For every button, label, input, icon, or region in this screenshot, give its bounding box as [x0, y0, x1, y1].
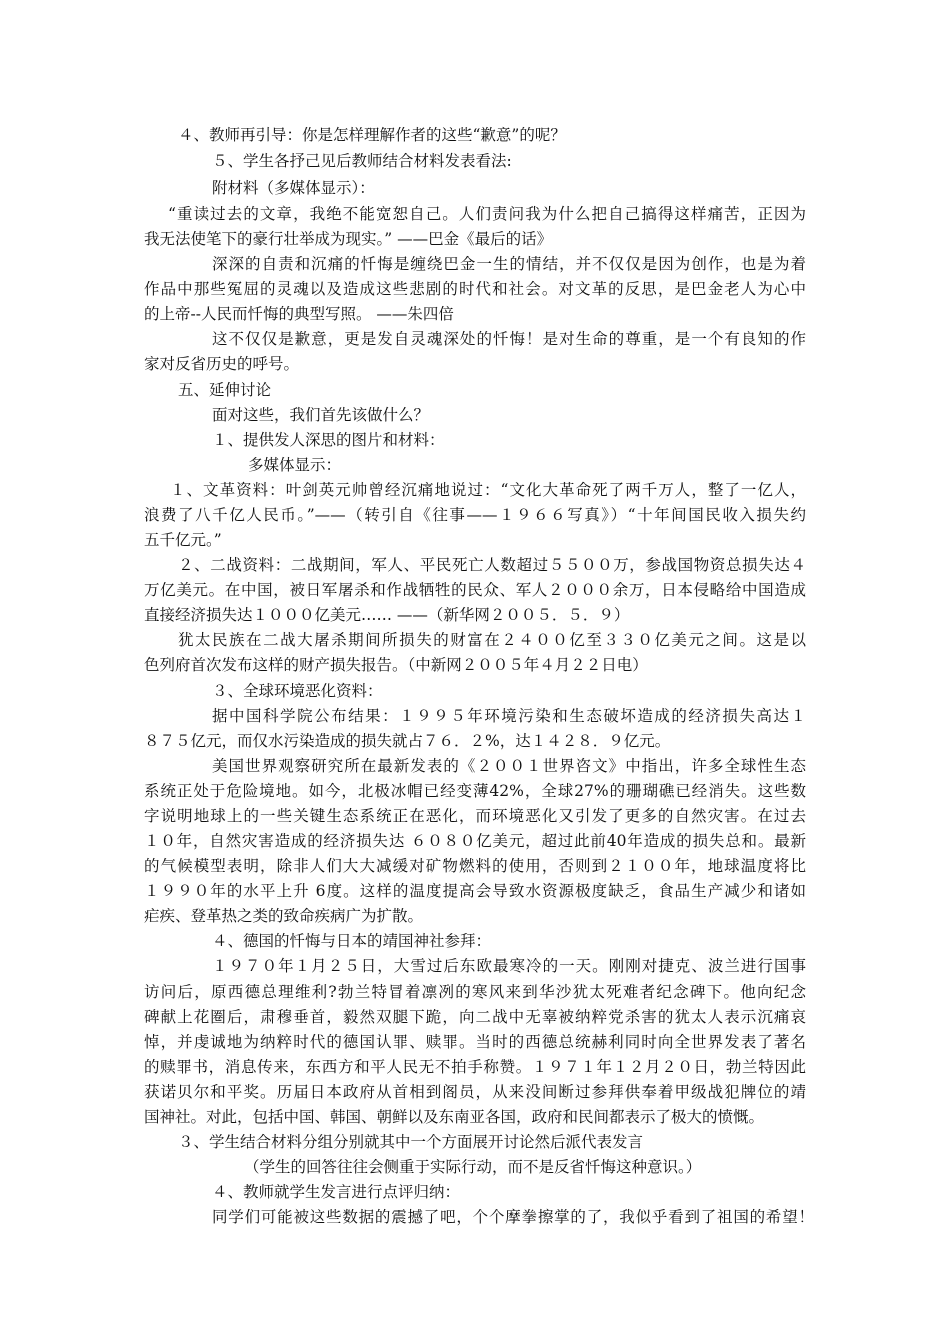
- text-line: ３、全球环境恶化资料：: [212, 682, 383, 700]
- text-line: １、文革资料：叶剑英元帅曾经沉痛地说过：“文化大革命死了两千万人，整了一亿人，: [170, 481, 806, 499]
- text-line: 的气候模型表明，除非人们大大减缓对矿物燃料的使用，否则到２１００年，地球温度将比: [144, 857, 806, 875]
- text-line: 疟疾、登革热之类的致命疾病广为扩散。: [144, 907, 424, 925]
- text-line: １９７０年１月２５日，大雪过后东欧最寒冷的一天。刚刚对捷克、波兰进行国事: [212, 957, 806, 975]
- section-heading: 五、延伸讨论: [178, 381, 272, 399]
- text-line: 访问后，原西德总理维利?勃兰特冒着凛冽的寒风来到华沙犹太死难者纪念碑下。他向纪念: [144, 983, 806, 1001]
- text-line: 深深的自责和沉痛的忏悔是缠绕巴金一生的情结，并不仅仅是因为创作，也是为着: [212, 255, 806, 273]
- text-line: 这不仅仅是歉意，更是发自灵魂深处的忏悔！是对生命的尊重，是一个有良知的作: [212, 330, 806, 348]
- text-line: 国神社。对此，包括中国、韩国、朝鲜以及东南亚各国，政府和民间都表示了极大的愤慨。: [144, 1108, 765, 1126]
- text-line: 家对反省历史的呼号。: [144, 355, 300, 373]
- text-line: 直接经济损失达１０００亿美元…… ——（新华网２００５．５．９）: [144, 606, 630, 624]
- text-line: 色列府首次发布这样的财产损失报告。（中新网２００５年４月２２日电）: [144, 656, 648, 674]
- text-line: １０年，自然灾害造成的经济损失达 ６０８０亿美元，超过此前40年造成的损失总和。最新: [144, 832, 806, 850]
- text-line: 悼，并虔诚地为纳粹时代的德国认罪、赎罪。当时的西德总统赫利同时向全世界发表了著名: [144, 1033, 806, 1051]
- text-line: 美国世界观察研究所在最新发表的《２００１世界咨文》中指出，许多全球性生态: [212, 757, 806, 775]
- text-line: 面对这些，我们首先该做什么？: [212, 406, 430, 424]
- text-line: 附材料（多媒体显示）：: [212, 179, 375, 197]
- text-line: ３、学生结合材料分组分别就其中一个方面展开讨论然后派代表发言: [178, 1133, 644, 1151]
- text-line: １、提供发人深思的图片和材料：: [212, 431, 445, 449]
- text-line: 的上帝--人民而忏悔的典型写照。 ——朱四倍: [144, 305, 454, 323]
- text-line: １９９０年的水平上升 6度。这样的温度提高会导致水资源极度缺乏，食品生产减少和诸如: [144, 882, 806, 900]
- text-line: 犹太民族在二战大屠杀期间所损失的财富在２４００亿至３３０亿美元之间。这是以: [178, 631, 806, 649]
- text-line: 多媒体显示：: [248, 456, 342, 474]
- text-line: 字说明地球上的一些关键生态系统正在恶化，而环境恶化又引发了更多的自然灾害。在过去: [144, 807, 806, 825]
- text-line: 同学们可能被这些数据的震撼了吧，个个摩拳擦掌的了，我似乎看到了祖国的希望！: [212, 1208, 814, 1226]
- text-line: 系统正处于危险境地。如今，北极冰帽已经变薄42%，全球27%的珊瑚礁已经消失。这些数: [144, 782, 806, 800]
- text-line: （学生的回答往往会侧重于实际行动，而不是反省忏悔这种意识。）: [244, 1158, 702, 1176]
- text-line: ４、教师就学生发言进行点评归纳：: [212, 1183, 461, 1201]
- text-line: 据中国科学院公布结果：１９９５年环境污染和生态破坏造成的经济损失高达１: [212, 707, 806, 725]
- text-line: ４、教师再引导：你是怎样理解作者的这些“歉意”的呢？: [178, 126, 566, 144]
- text-line: 万亿美元。在中国，被日军屠杀和作战牺牲的民众、军人２０００余万，日本侵略给中国造成: [144, 581, 806, 599]
- text-line: ５、学生各抒己见后教师结合材料发表看法:: [212, 152, 512, 170]
- text-line: ８７５亿元，而仅水污染造成的损失就占７６．２%，达１４２８．９亿元。: [144, 732, 671, 750]
- text-line: 五千亿元。”: [144, 531, 222, 549]
- text-line: 碑献上花圈后，肃穆垂首，毅然双腿下跪，向二战中无辜被纳粹党杀害的犹太人表示沉痛哀: [144, 1008, 806, 1026]
- text-line: 作品中那些冤屈的灵魂以及造成这些悲剧的时代和社会。对文革的反思，是巴金老人为心中: [144, 280, 806, 298]
- text-line: 浪费了八千亿人民币。”——（转引自《往事——１９６６写真》）“十年间国民收入损失约: [144, 506, 806, 524]
- text-line: “重读过去的文章，我绝不能宽恕自己。人们责问我为什么把自己搞得这样痛苦，正因为: [168, 205, 806, 223]
- text-line: 我无法使笔下的豪行壮举成为现实。” ——巴金《最后的话》: [144, 230, 553, 248]
- text-line: 获诺贝尔和平奖。历届日本政府从首相到阁员，从来没间断过参拜供奉着甲级战犯牌位的靖: [144, 1083, 806, 1101]
- text-line: 的赎罪书，消息传来，东西方和平人民无不拍手称赞。１９７１年１２月２０日，勃兰特因此: [144, 1058, 806, 1076]
- text-line: ４、德国的忏悔与日本的靖国神社参拜：: [212, 932, 492, 950]
- text-line: ２、二战资料：二战期间，军人、平民死亡人数超过５５００万，参战国物资总损失达４: [178, 556, 806, 574]
